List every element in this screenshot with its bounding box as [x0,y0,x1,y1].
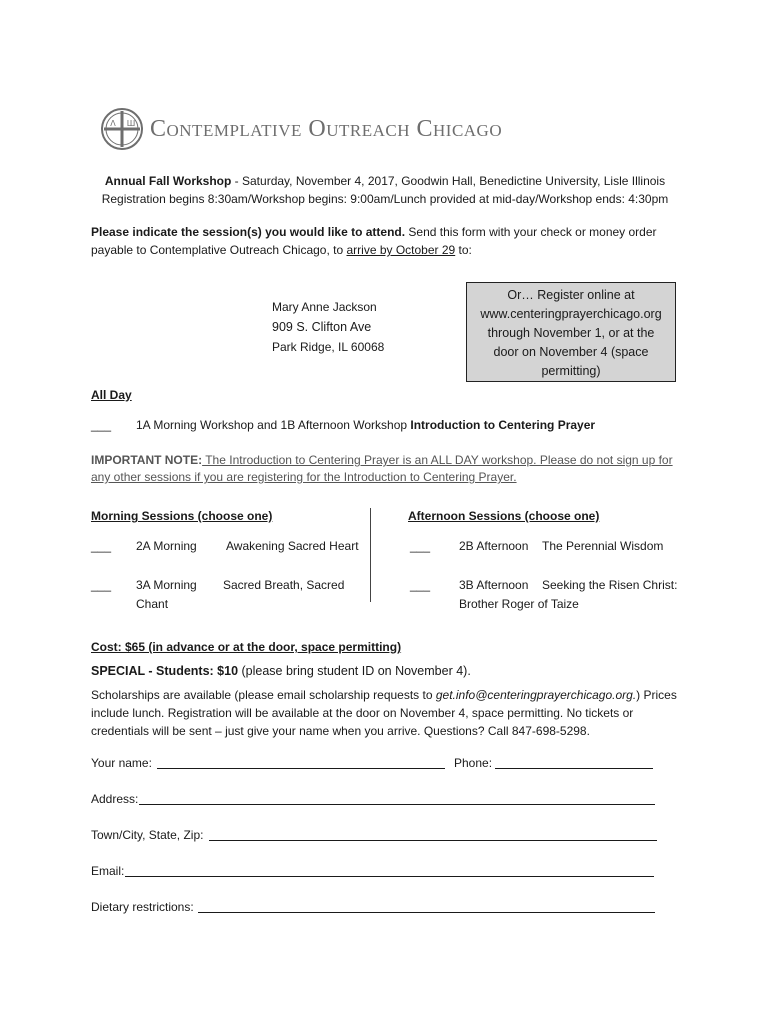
column-divider [370,508,371,602]
seal-glyph: Ш [126,119,136,128]
your-name-field[interactable] [157,768,445,769]
address-street: 909 S. Clifton Ave [272,320,372,334]
email-field[interactable] [125,876,654,877]
contact-email: get.info@centeringprayerchicago.org. [435,688,637,702]
workshop-details: - Saturday, November 4, 2017, Goodwin Hall, Benedictine University, Lisle Illinois [231,174,666,188]
session-2a-code: 2A Morning [136,539,197,553]
address-name: Mary Anne Jackson [272,300,377,314]
dietary-field[interactable] [198,912,655,913]
session-2b-title: The Perennial Wisdom [542,539,664,553]
afternoon-heading: Afternoon Sessions (choose one) [408,509,600,523]
session-3a-title: Sacred Breath, Sacred [223,578,345,592]
instructions-line-1: Please indicate the session(s) you would like to attend. Send this form with your check or money order [91,225,657,239]
seal-icon [100,107,144,151]
address-label: Address: [91,792,139,806]
address-city: Park Ridge, IL 60068 [272,340,385,354]
checkbox-2b[interactable]: ___ [410,539,431,553]
workshop-title: Annual Fall Workshop [104,174,232,188]
town-field[interactable] [209,840,657,841]
org-name: Contemplative Outreach Chicago [150,115,503,142]
important-note-line-1: IMPORTANT NOTE: The Introduction to Centering Prayer is an ALL DAY workshop. Please do not sign up for [91,453,673,467]
your-name-label: Your name: [91,756,152,770]
checkbox-2a[interactable]: ___ [91,539,112,553]
schedule-line: Registration begins 8:30am/Workshop begins: 9:00am/Lunch provided at mid-day/Workshop ends: 4:30pm [101,192,669,206]
checkbox-1a[interactable]: ___ [91,418,112,432]
session-2b-code: 2B Afternoon [459,539,529,553]
important-note-line-2: any other sessions if you are registering for the Introduction to Centering Prayer. [91,470,517,484]
checkbox-3b[interactable]: ___ [410,578,431,592]
special-student-line: SPECIAL - Students: $10 (please bring student ID on November 4). [91,664,471,678]
instructions-line-2: payable to Contemplative Outreach Chicago, to arrive by October 29 to: [91,243,472,257]
phone-field[interactable] [495,768,653,769]
session-2a-title: Awakening Sacred Heart [226,539,359,553]
seal-glyph: Λ [110,119,116,128]
session-3b-code: 3B Afternoon [459,578,529,592]
scholarship-line-2: include lunch. Registration will be available at the door on November 4, space permitting. No tickets or [91,706,634,720]
session-3a-title-cont: Chant [136,597,169,611]
town-label: Town/City, State, Zip: [91,828,204,842]
scholarship-line-3: credentials will be sent – just give your name when you arrive. Questions? Call 847-698-5298. [91,724,590,738]
phone-label: Phone: [454,756,493,770]
scholarship-line-1: Scholarships are available (please email scholarship requests to get.info@centeringprayerchicago.org.) Prices [91,688,677,702]
session-3a-code: 3A Morning [136,578,197,592]
morning-heading: Morning Sessions (choose one) [91,509,273,523]
session-3b-title-cont: Brother Roger of Taize [459,597,579,611]
dietary-label: Dietary restrictions: [91,900,194,914]
email-label: Email: [91,864,125,878]
checkbox-3a[interactable]: ___ [91,578,112,592]
workshop-title-line [0,174,770,188]
address-field[interactable] [139,804,655,805]
cost-line: Cost: $65 (in advance or at the door, space permitting) [91,640,402,654]
session-3b-title: Seeking the Risen Christ: [542,578,678,592]
org-logo [100,104,502,154]
session-1a: 1A Morning Workshop and 1B Afternoon Workshop Introduction to Centering Prayer [136,418,596,432]
online-registration-box: Or… Register online at www.centeringprayerchicago.org through November 1, or at the door on November 4 (space permitting) [466,282,676,382]
all-day-heading: All Day [91,388,132,402]
